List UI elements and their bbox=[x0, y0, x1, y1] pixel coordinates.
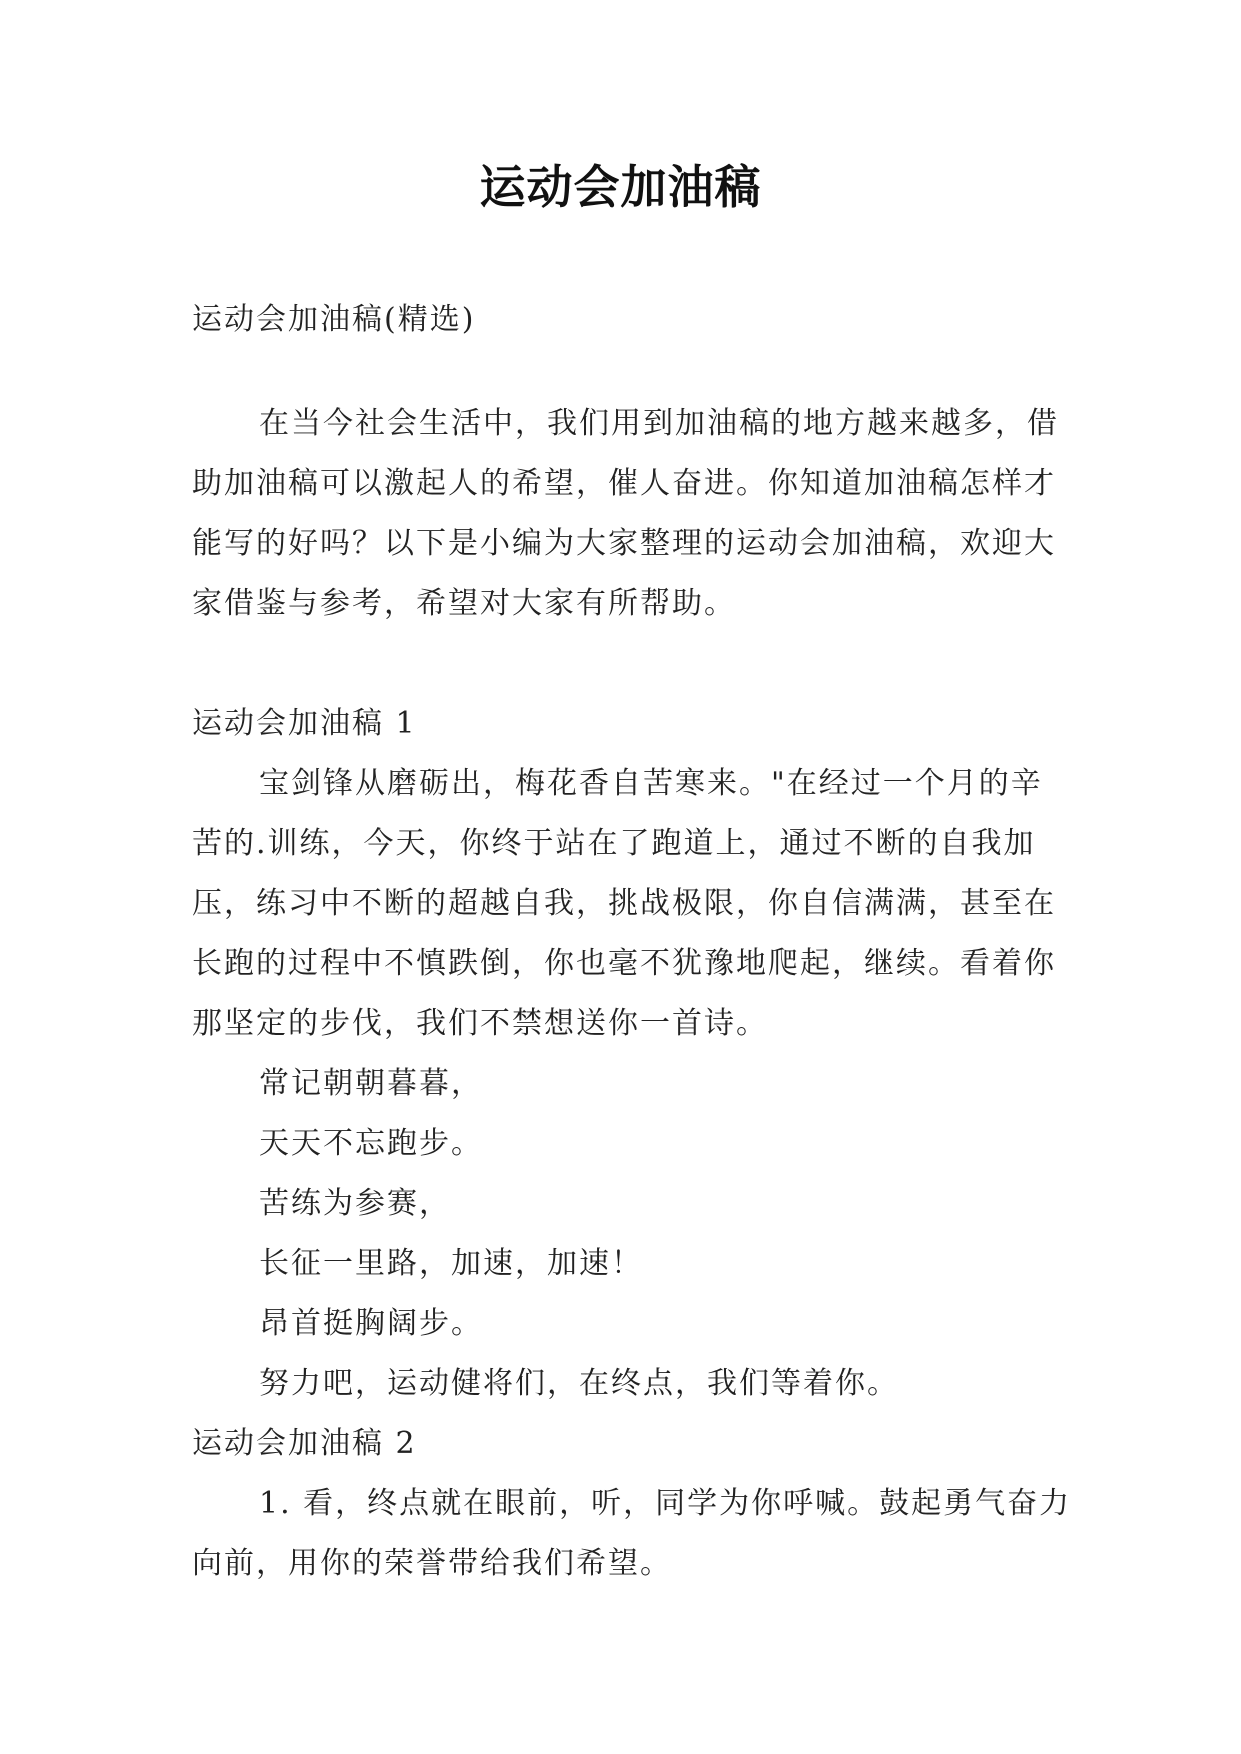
document-body bbox=[192, 290, 1072, 1594]
intro-paragraph: 在当今社会生活中，我们用到加油稿的地方越来越多，借助加油稿可以激起人的希望，催人奋进。你知道加油稿怎样才能写的好吗？以下是小编为大家整理的运动会加油稿，欢迎大家借鉴与参考，希望对大家有所帮助。 bbox=[192, 406, 1059, 621]
section-1-heading: 运动会加油稿 1 bbox=[192, 706, 417, 741]
poem-line: 常记朝朝暮暮， bbox=[259, 1066, 483, 1101]
section-2-heading: 运动会加油稿 2 bbox=[192, 1426, 417, 1461]
document-subtitle: 运动会加油稿(精选) bbox=[192, 302, 476, 337]
section-1-paragraph: 宝剑锋从磨砺出，梅花香自苦寒来。"在经过一个月的辛苦的.训练，今天，你终于站在了跑道上，通过不断的自我加压，练习中不断的超越自我，挑战极限，你自信满满，甚至在长跑的过程中不慎跌倒，你也毫不犹豫地爬起，继续。看着你那坚定的步伐，我们不禁想送你一首诗。 bbox=[192, 766, 1056, 1041]
poem-line: 长征一里路，加速，加速！ bbox=[259, 1246, 643, 1281]
document-title: 运动会加油稿 bbox=[479, 160, 762, 214]
poem-line: 天天不忘跑步。 bbox=[259, 1126, 483, 1161]
section-2-paragraph: 1. 看，终点就在眼前，听，同学为你呼喊。鼓起勇气奋力向前，用你的荣誉带给我们希望。 bbox=[192, 1486, 1072, 1581]
poem-line: 昂首挺胸阔步。 bbox=[259, 1306, 483, 1341]
poem-line: 苦练为参赛， bbox=[259, 1186, 451, 1221]
poem-block bbox=[192, 1054, 1072, 1414]
poem-line: 努力吧，运动健将们，在终点，我们等着你。 bbox=[259, 1366, 899, 1401]
